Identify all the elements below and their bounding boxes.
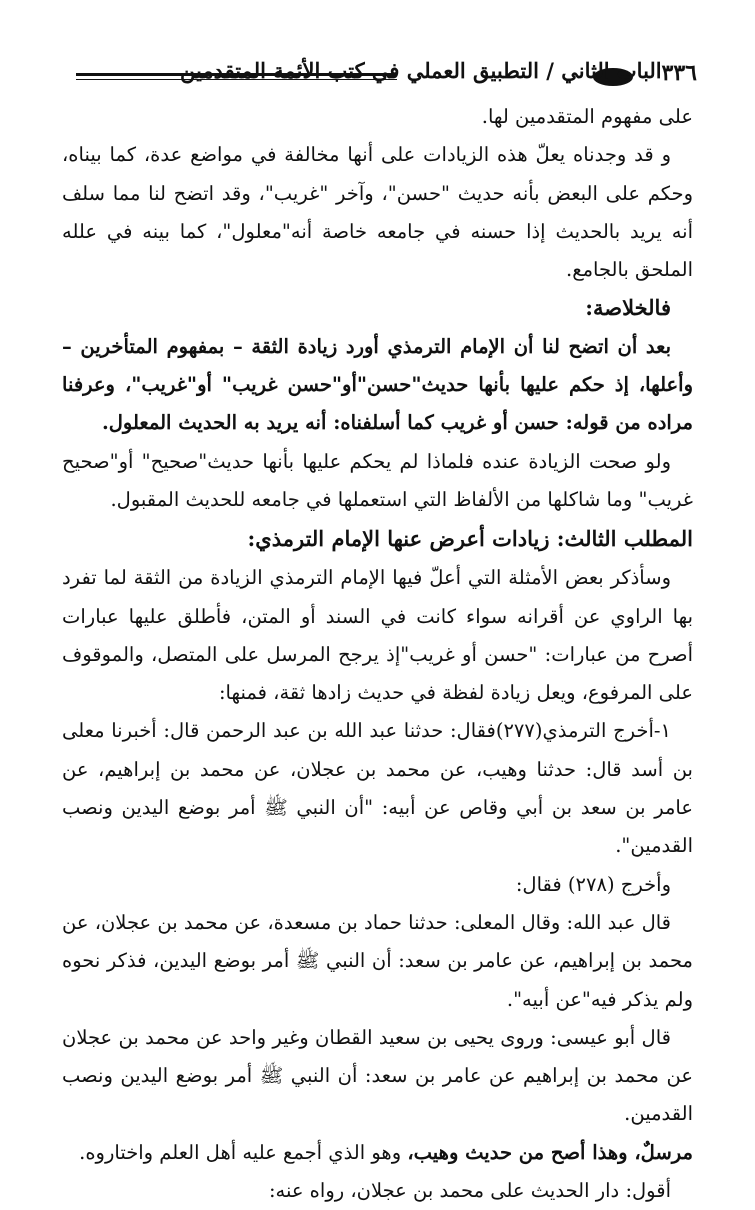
page-number: ٣٣٦ bbox=[661, 60, 697, 86]
running-title: الباب الثاني / التطبيق العملي في كتب الأئمة المتقدمين bbox=[180, 58, 662, 83]
page-header bbox=[70, 56, 697, 96]
paragraph bbox=[62, 1134, 693, 1172]
paragraph: على مفهوم المتقدمين لها. bbox=[481, 105, 693, 128]
paragraph: قال أبو عيسى: وروى يحيى بن سعيد القطان وغير واحد عن محمد بن عجلان عن محمد بن إبراهيم عن عامر بن سعد: أن النبي ﷺ أمر بوضع اليدين ونصب القدمين. bbox=[62, 1025, 693, 1126]
paragraph: وسأذكر بعض الأمثلة التي أعلّ فيها الإمام الترمذي الزيادة من الثقة لما تفرد بها الراوي عن أقرانه سواء كانت في السند أو المتن، فأطلق عليها عبارات أصرح من عبارات: "حسن أو غريب"إذ يرجح المرسل على المتصل، والموقوف على المرفوع، ويعل زيادة لفظة في حديث زادها ثقة، فمنها: bbox=[62, 566, 693, 705]
bold-phrase: مرسلٌ، وهذا أصح من حديث وهيب، bbox=[407, 1140, 693, 1164]
paragraph: وأخرج (٢٧٨) فقال: bbox=[515, 872, 671, 896]
hadith-paragraph: قال عبد الله: وقال المعلى: حدثنا حماد بن مسعدة، عن محمد بن عجلان، عن محمد بن إبراهيم، عن عامر بن سعد: أن النبي ﷺ أمر بوضع اليدين، فذكر نحوه ولم يذكر فيه"عن أبيه". bbox=[62, 910, 693, 1011]
phrase: وهو الذي أجمع عليه أهل العلم واختاروه. bbox=[79, 1140, 402, 1164]
section-heading: المطلب الثالث: زيادات أعرض عنها الإمام الترمذي: bbox=[247, 526, 693, 552]
paragraph: و قد وجدناه يعلّ هذه الزيادات على أنها مخالفة في مواضع عدة، كما بيناه، وحكم على البعض بأنه حديث "حسن"، وآخر "غريب"، وقد اتضح لنا مما سلف أنه يريد بالحديث إذا حسنه في جامعه خاصة أنه"معلول"، كما بينه في علله الملحق بالجامع. bbox=[62, 143, 693, 282]
hadith-paragraph: ١-أخرج الترمذي(٢٧٧)فقال: حدثنا عبد الله بن عبد الرحمن قال: أخبرنا معلى بن أسد قال: حدثنا وهيب، عن محمد بن عجلان، عن محمد بن إبراهيم، عن عامر بن سعد بن أبي وقاص عن أبيه: "أن النبي ﷺ أمر بوضع اليدين ونصب القدمين". bbox=[62, 719, 693, 858]
conclusion-heading: فالخلاصة: bbox=[585, 295, 671, 321]
paragraph: ولو صحت الزيادة عنده فلماذا لم يحكم عليها بأنها حديث"صحيح" أو"صحيح غريب" وما شاكلها من الألفاظ التي استعملها في جامعه للحديث المقبول. bbox=[62, 449, 693, 511]
page-body bbox=[62, 98, 693, 1210]
paragraph: أقول: دار الحديث على محمد بن عجلان، رواه عنه: bbox=[268, 1179, 671, 1203]
conclusion-paragraph: بعد أن اتضح لنا أن الإمام الترمذي أورد زيادة الثقة – بمفهوم المتأخرين – وأعلها، إذ حكم عليها بأنها حديث"حسن"أو"حسن غريب" أو"غريب"، وعرفنا مراده من قوله: حسن أو غريب كما أسلفناه: أنه يريد به الحديث المعلول. bbox=[62, 334, 693, 435]
